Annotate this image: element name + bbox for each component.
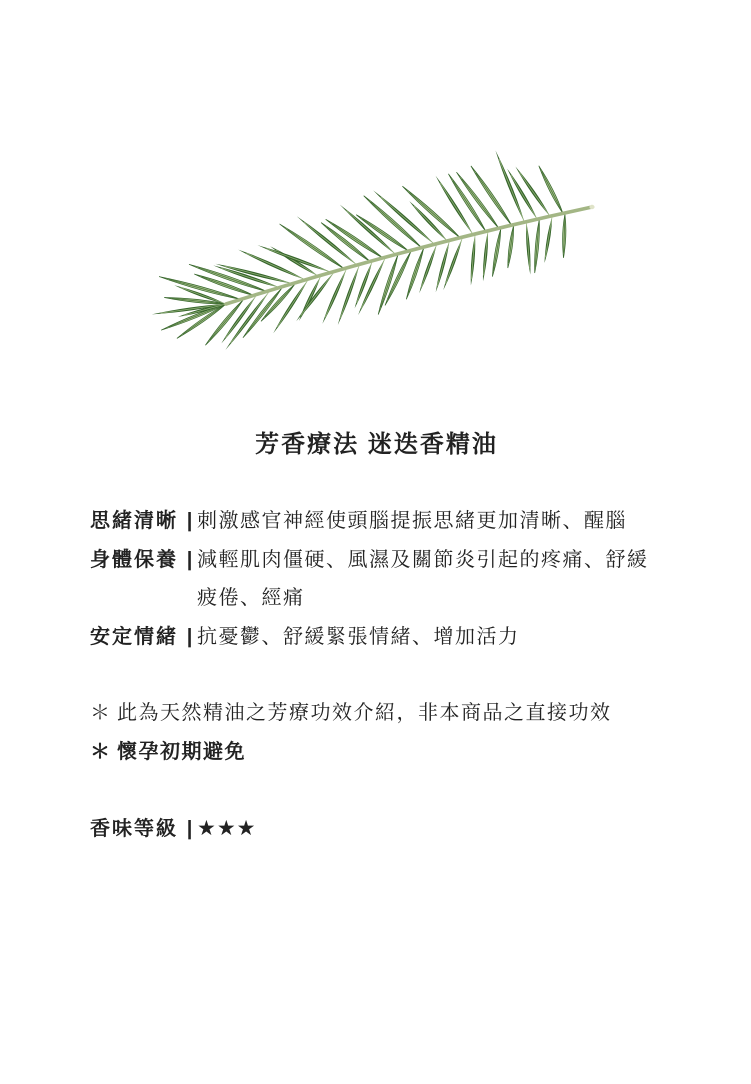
rosemary-leaf — [338, 266, 359, 325]
rosemary-leaf — [355, 262, 372, 308]
benefit-text-line: 抗憂鬱、舒緩緊張情緒、增加活力 — [197, 625, 520, 648]
separator: | — [186, 510, 193, 532]
rosemary-leaf — [492, 229, 500, 276]
benefit-text-line: 刺激感官神經使頭腦提振思緒更加清晰、醒腦 — [197, 510, 627, 532]
rosemary-leaf — [508, 226, 514, 268]
rosemary-sprig-image — [0, 0, 751, 400]
rosemary-leaf — [270, 246, 318, 276]
separator: | — [186, 548, 193, 571]
note-text: 此為天然精油之芳療功效介紹，非本商品之直接功效 — [117, 702, 612, 724]
star-rating-icon: ★★★ — [197, 817, 257, 840]
scent-level-label: 香味等級 — [90, 818, 178, 840]
separator: | — [186, 625, 193, 648]
benefits-list — [90, 502, 710, 656]
benefit-row-body-care — [90, 541, 710, 618]
rosemary-leaf — [436, 242, 450, 292]
scent-level-row — [90, 810, 710, 849]
rosemary-leaf — [258, 245, 332, 272]
scent-level — [90, 810, 710, 849]
rosemary-leaf — [443, 239, 462, 290]
rosemary-leaf — [471, 236, 476, 286]
note-text: 懷孕初期避免 — [117, 740, 246, 763]
rosemary-leaf — [238, 250, 305, 280]
rosemary-leaf — [402, 186, 460, 238]
benefit-label: 安定情緒 — [90, 625, 178, 648]
asterisk-icon: ＊ — [90, 740, 110, 763]
benefit-text-line: 疲倦、經痛 — [197, 587, 305, 609]
benefit-label: 思緒清晰 — [90, 510, 178, 532]
note-disclaimer — [90, 694, 710, 733]
benefit-text-line: 減輕肌肉僵硬、風濕及關節炎引起的疼痛、舒緩 — [197, 548, 649, 571]
product-title: 芳香療法 迷迭香精油 — [255, 431, 498, 458]
benefit-row-calm-emotion — [90, 618, 710, 657]
benefit-description — [197, 502, 627, 541]
benefit-row-clear-mind — [90, 502, 710, 541]
rosemary-leaf — [563, 214, 566, 258]
rosemary-leaf — [526, 223, 530, 275]
asterisk-icon: ＊ — [90, 702, 110, 724]
note-pregnancy-warning — [90, 733, 710, 772]
separator: | — [186, 818, 193, 840]
rosemary-leaf — [535, 220, 540, 273]
notes-list — [90, 694, 710, 771]
rosemary-leaf — [496, 151, 525, 223]
benefit-description — [197, 541, 649, 618]
rosemary-leaf — [545, 217, 553, 263]
benefit-label: 身體保養 — [90, 548, 178, 571]
benefit-description — [197, 618, 520, 657]
rosemary-leaf — [322, 270, 346, 324]
stem-cut-end — [589, 205, 594, 209]
rosemary-leaf — [483, 232, 488, 281]
